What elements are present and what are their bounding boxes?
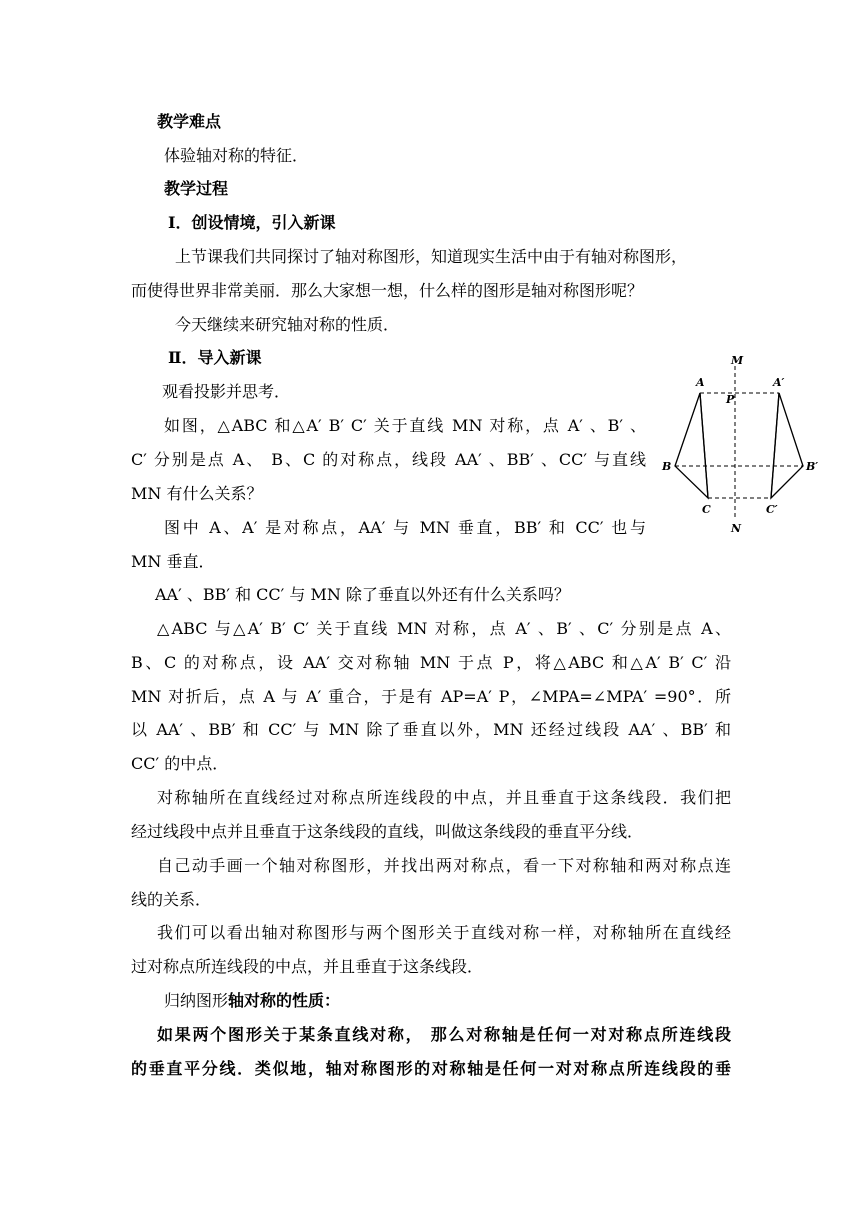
label-a-prime: A′ — [773, 376, 785, 389]
label-c: C — [702, 503, 711, 516]
paragraph-line: 自己动手画一个轴对称图形，并找出两对称点，看一下对称轴和两对称点连 — [157, 856, 731, 875]
paragraph-line: 我们可以看出轴对称图形与两个图形关于直线对称一样，对称轴所在直线经 — [157, 923, 731, 942]
paragraph-line: C′ 分别是点 A、 B、C 的对称点，线段 AA′ 、BB′ 、CC′ 与直线 — [131, 450, 646, 469]
section-heading-1: Ⅰ．创设情境，引入新课 — [168, 213, 336, 232]
paragraph-line: 今天继续来研究轴对称的性质． — [175, 315, 400, 334]
paragraph-line: 经过线段中点并且垂直于这条线段的直线，叫做这条线段的垂直平分线． — [131, 822, 644, 841]
segment-ac — [700, 393, 708, 498]
paragraph-line: 以 AA′ 、BB′ 和 CC′ 与 MN 除了垂直以外，MN 还经过线段 AA′ 、BB′ 和 — [131, 720, 731, 739]
label-b-prime: B′ — [806, 460, 819, 473]
label-m: M — [731, 354, 744, 367]
property-statement-line: 如果两个图形关于某条直线对称， 那么对称轴是任何一对对称点所连线段 — [157, 1025, 731, 1044]
summary-intro-plain: 归纳图形 — [164, 991, 229, 1010]
triangle-abc — [675, 393, 708, 498]
heading-teaching-difficulty: 教学难点 — [157, 112, 222, 131]
label-a: A — [696, 376, 705, 389]
paragraph-line: 如图，△ABC 和△A′ B′ C′ 关于直线 MN 对称，点 A′ 、B′ 、 — [164, 416, 646, 435]
summary-intro — [164, 991, 340, 1011]
symmetry-figure — [654, 352, 824, 534]
paragraph-line: 线的关系． — [131, 890, 212, 909]
label-c-prime: C′ — [766, 503, 778, 516]
paragraph-line: 体验轴对称的特征． — [164, 146, 309, 165]
label-p: P — [726, 393, 735, 406]
paragraph-line: AA′ 、BB′ 和 CC′ 与 MN 除了垂直以外还有什么关系吗？ — [155, 585, 570, 604]
paragraph-line: 对称轴所在直线经过对称点所连线段的中点，并且垂直于这条线段．我们把 — [157, 788, 731, 807]
paragraph-line: △ABC 与△A′ B′ C′ 关于直线 MN 对称，点 A′ 、B′ 、C′ 分别是点 A、 — [157, 619, 731, 638]
paragraph-line: CC′ 的中点． — [131, 754, 229, 773]
heading-teaching-process: 教学过程 — [164, 179, 229, 198]
label-n: N — [731, 522, 742, 534]
paragraph-line: 观看投影并思考． — [162, 382, 291, 401]
paragraph-line: 上节课我们共同探讨了轴对称图形，知道现实生活中由于有轴对称图形， — [175, 247, 688, 266]
paragraph-line: MN 有什么关系？ — [131, 484, 263, 503]
label-b: B — [662, 460, 672, 473]
property-statement-line: 的垂直平分线．类似地，轴对称图形的对称轴是任何一对对称点所连线段的垂 — [131, 1059, 731, 1078]
paragraph-line: MN 垂直． — [131, 552, 215, 571]
paragraph-line: MN 对折后，点 A 与 A′ 重合，于是有 AP=A′ P，∠MPA=∠MPA′ =90°．所 — [131, 687, 731, 706]
paragraph-line: B、C 的对称点，设 AA′ 交对称轴 MN 于点 P，将△ABC 和△A′ B′ C′ 沿 — [131, 653, 731, 672]
paragraph-line: 而使得世界非常美丽．那么大家想一想，什么样的图形是轴对称图形呢？ — [131, 281, 644, 300]
paragraph-line: 过对称点所连线段的中点，并且垂直于这条线段． — [131, 957, 484, 976]
summary-intro-bold: 轴对称的性质： — [228, 991, 341, 1010]
section-heading-2: Ⅱ．导入新课 — [168, 348, 262, 367]
paragraph-line: 图中 A、A′ 是对称点，AA′ 与 MN 垂直，BB′ 和 CC′ 也与 — [164, 518, 646, 537]
triangle-abc-prime — [771, 393, 803, 498]
segment-ac-prime — [771, 393, 779, 498]
